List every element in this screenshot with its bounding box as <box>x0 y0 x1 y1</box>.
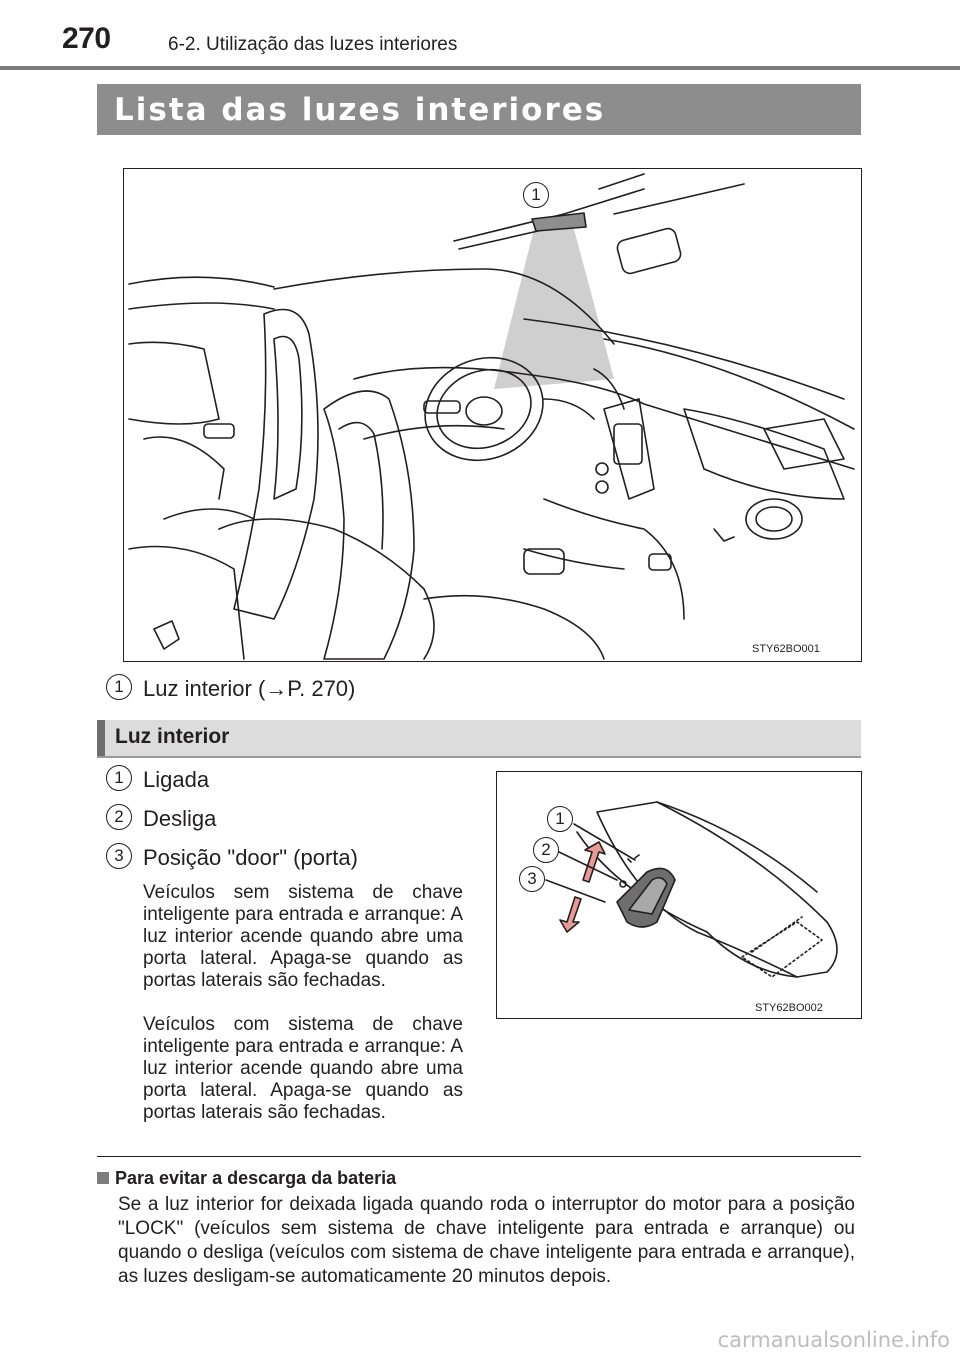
figure1-callout: 1 <box>523 182 549 208</box>
figure1-code: STY62BO001 <box>752 643 820 655</box>
figure2-code: STY62BO002 <box>755 1002 823 1014</box>
header-divider <box>0 66 960 70</box>
paragraph: Veículos com sistema de chave inteligente para entrada e arranque: A luz interior acende quando abre uma porta lateral. Apaga-se quando as portas laterais são fechadas. <box>143 1014 463 1123</box>
paragraph: Veículos sem sistema de chave inteligente para entrada e arranque: A luz interior acende quando abre uma porta lateral. Apaga-se quando as portas laterais são fechadas. <box>143 882 463 991</box>
page-number: 270 <box>62 22 111 55</box>
subheading-bar <box>97 720 861 758</box>
note-heading <box>97 1168 396 1189</box>
item-label: Posição "door" (porta) <box>143 845 358 870</box>
figure2-callout: 2 <box>533 837 559 863</box>
square-bullet-icon <box>97 1172 109 1184</box>
item-number: 2 <box>106 804 132 830</box>
car-interior-drawing <box>124 169 861 661</box>
item-number: 3 <box>106 843 132 869</box>
subheading: Luz interior <box>115 725 230 748</box>
item-label: Desliga <box>143 806 217 831</box>
note-body: Se a luz interior for deixada ligada quando roda o interruptor do motor para a posição "LOCK" (veículos sem sistema de chave inteligente para entrada e arranque) ou quando o desliga (veículos com sistema de chave inteligente para entrada e arranque), as luzes desligam-se automaticamente 20 minutos depois. <box>118 1194 855 1287</box>
section-title: 6-2. Utilização das luzes interiores <box>168 34 458 55</box>
note-heading-text: Para evitar a descarga da bateria <box>115 1168 397 1188</box>
figure2-callout: 3 <box>519 866 545 892</box>
item-label: Ligada <box>143 767 210 792</box>
light-switch-illustration <box>496 771 862 1019</box>
car-interior-illustration <box>123 168 862 662</box>
title-bar <box>97 84 861 135</box>
legend-text: Luz interior (→P. 270) <box>143 676 356 701</box>
divider <box>97 1156 861 1157</box>
legend-number: 1 <box>106 674 132 700</box>
page-title: Lista das luzes interiores <box>114 92 606 128</box>
watermark: carmanualsonline.info <box>717 1328 950 1352</box>
item-number: 1 <box>106 765 132 791</box>
figure2-callout: 1 <box>547 806 573 832</box>
